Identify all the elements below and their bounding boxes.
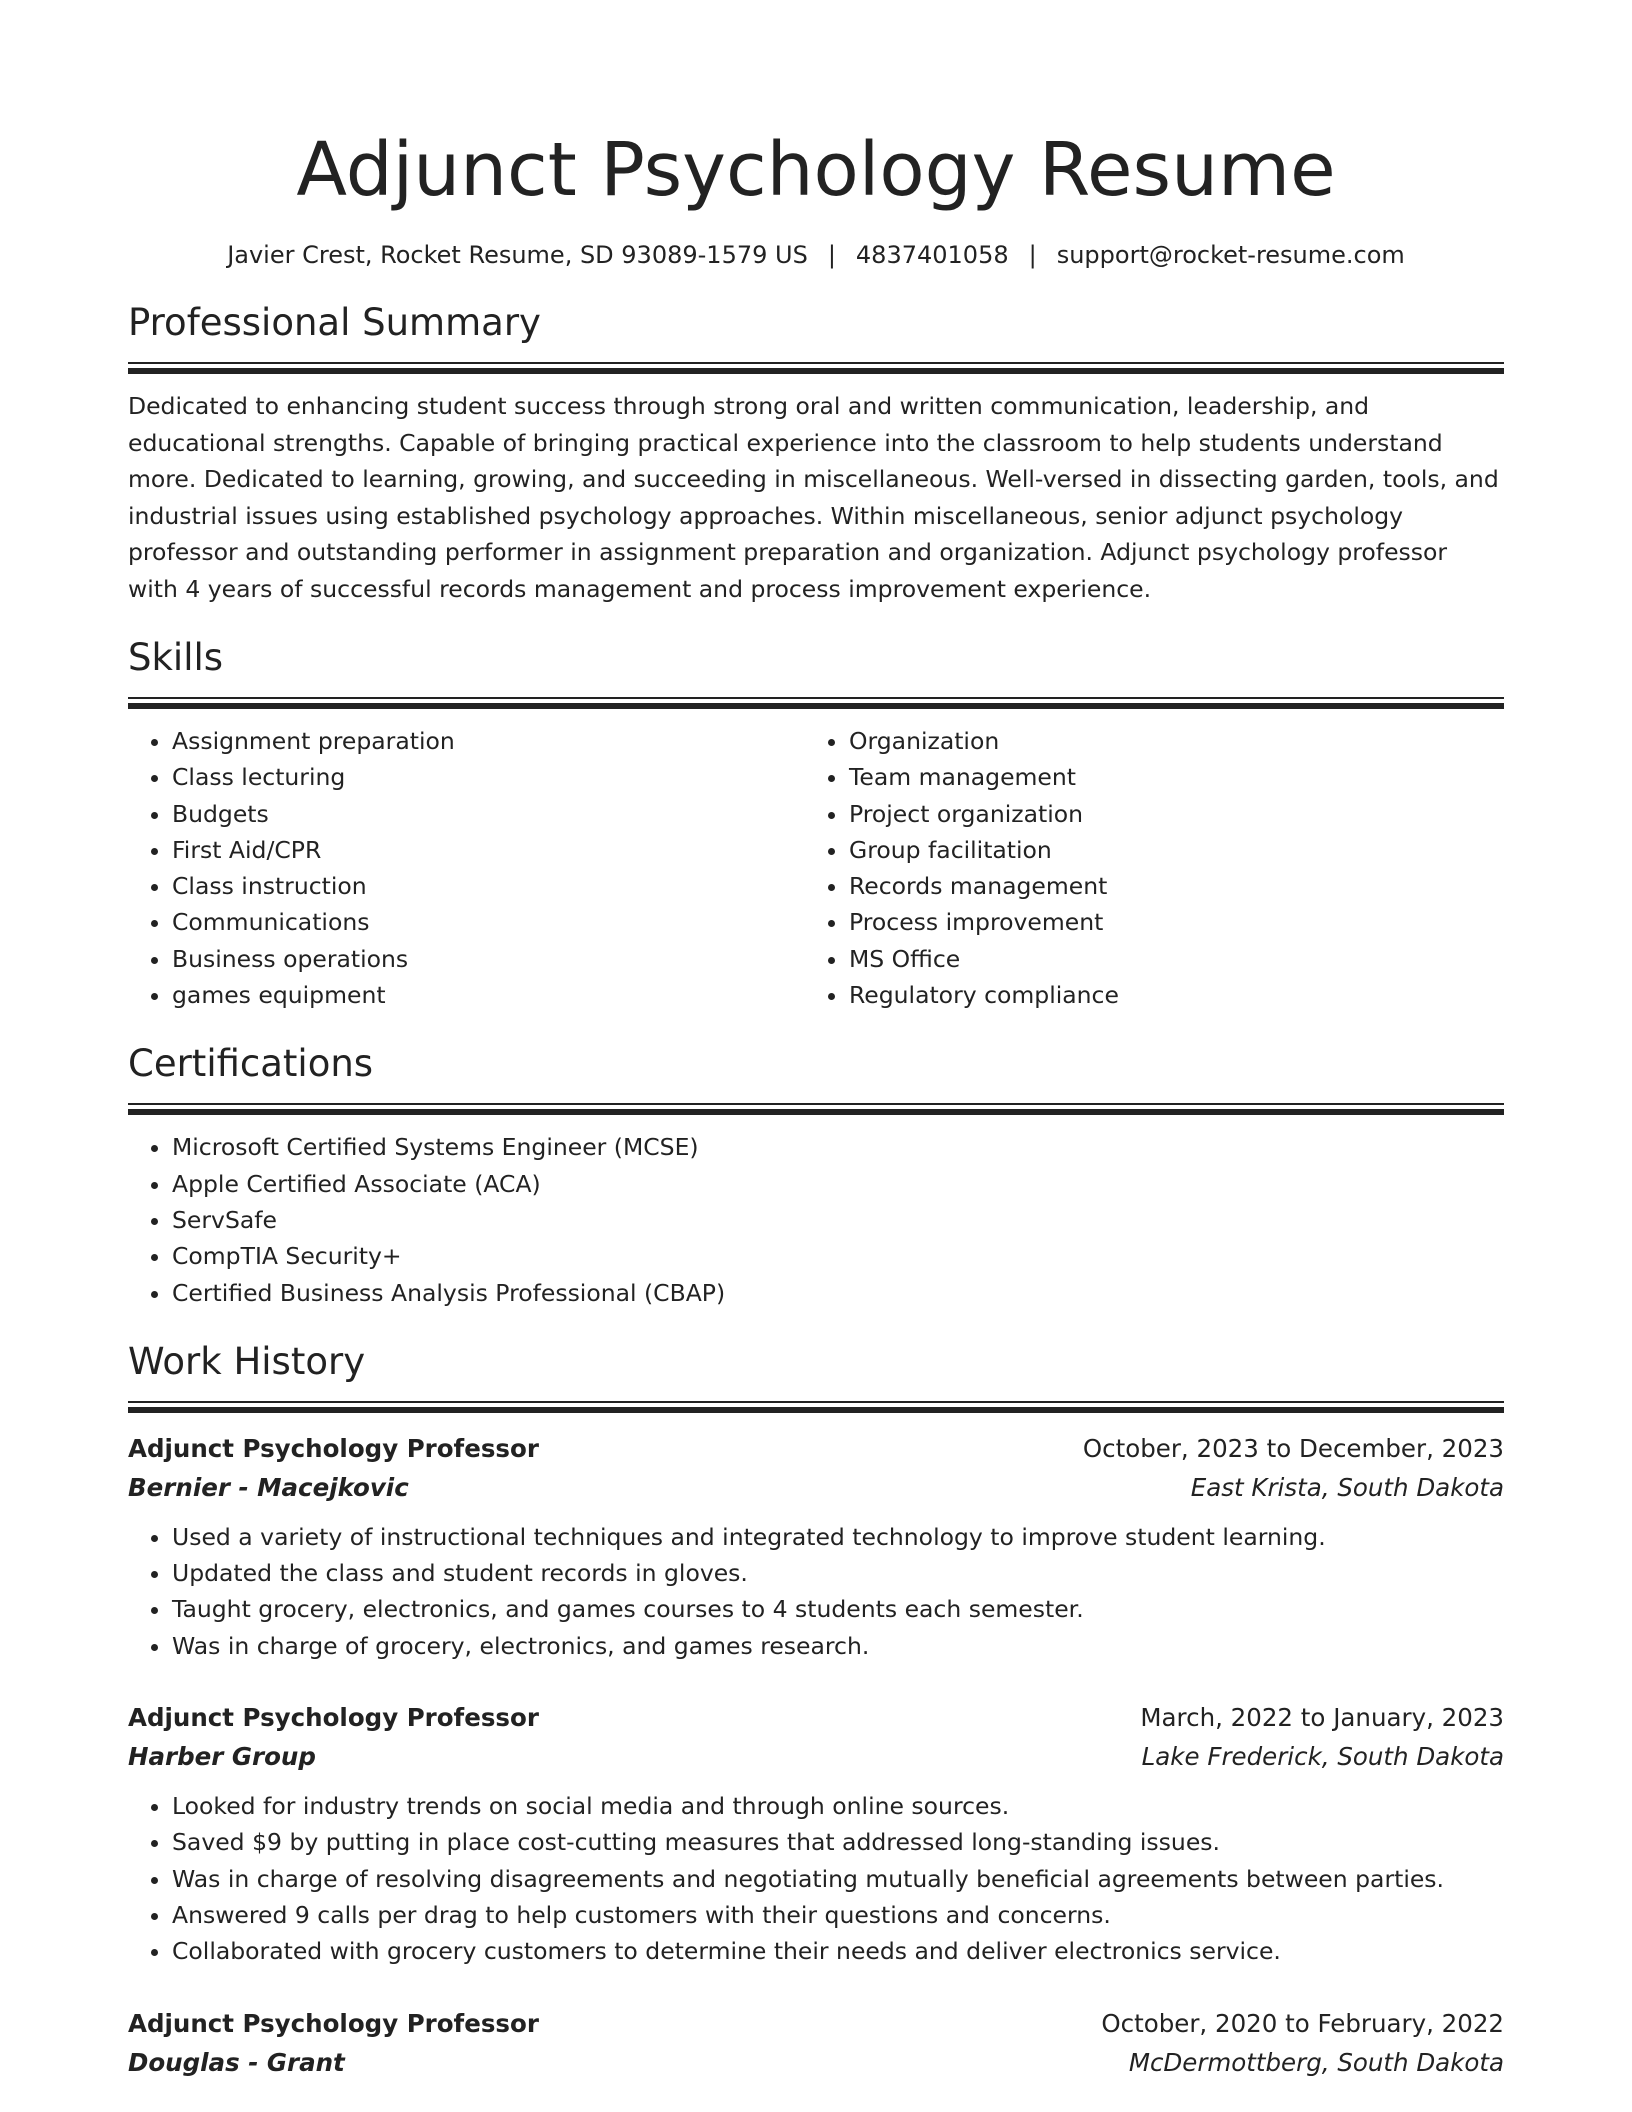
contact-address: Javier Crest, Rocket Resume, SD 93089-1579 US xyxy=(227,241,808,269)
section-heading-work-history: Work History xyxy=(128,1339,366,1383)
resume-title: Adjunct Psychology Resume xyxy=(296,127,1336,213)
skill-item: • MS Office xyxy=(849,941,1483,977)
job-title: Adjunct Psychology Professor xyxy=(128,2008,539,2038)
skill-item: • Class instruction xyxy=(172,868,806,904)
certifications-list xyxy=(128,1129,1504,1310)
job-bullets xyxy=(128,1519,1504,1664)
job-dates: October, 2023 to December, 2023 xyxy=(1082,1433,1504,1463)
skills-list-right xyxy=(806,723,1483,1013)
job-entry xyxy=(128,1698,1504,1969)
skill-item: • Budgets xyxy=(172,796,806,832)
section-divider xyxy=(128,362,1504,374)
job-dates: March, 2022 to January, 2023 xyxy=(1140,1703,1504,1733)
skill-item: • Assignment preparation xyxy=(172,723,806,759)
contact-separator: | xyxy=(1028,241,1037,269)
certification-item: • ServSafe xyxy=(172,1202,1504,1238)
contact-email: support@rocket-resume.com xyxy=(1056,241,1405,269)
skill-item: • Project organization xyxy=(849,796,1483,832)
skill-item: • Team management xyxy=(849,759,1483,795)
section-divider xyxy=(128,697,1504,709)
contact-phone: 4837401058 xyxy=(855,241,1009,269)
job-company: Douglas - Grant xyxy=(128,2047,345,2077)
section-heading-skills: Skills xyxy=(128,636,224,679)
skill-item: • First Aid/CPR xyxy=(172,832,806,868)
job-title-row xyxy=(128,2004,1504,2043)
skill-item: • Regulatory compliance xyxy=(849,977,1483,1013)
skill-item: • Communications xyxy=(172,904,806,940)
resume-page xyxy=(128,0,1504,2082)
certification-item: • CompTIA Security+ xyxy=(172,1238,1504,1274)
job-title: Adjunct Psychology Professor xyxy=(128,1703,539,1733)
job-bullet: • Collaborated with grocery customers to determine their needs and deliver electronics service. xyxy=(172,1933,1504,1969)
job-title-row xyxy=(128,1698,1504,1737)
skill-item: • Class lecturing xyxy=(172,759,806,795)
job-bullet: • Looked for industry trends on social media and through online sources. xyxy=(172,1788,1504,1824)
job-company-row xyxy=(128,2043,1504,2082)
section-heading-certifications: Certifications xyxy=(128,1042,374,1086)
job-location: Lake Frederick, South Dakota xyxy=(1141,1742,1504,1772)
job-title-row xyxy=(128,1429,1504,1468)
section-heading-summary: Professional Summary xyxy=(128,301,541,344)
job-bullet: • Was in charge of resolving disagreements and negotiating mutually beneficial agreements between parties. xyxy=(172,1861,1504,1897)
job-bullet: • Answered 9 calls per drag to help customers with their questions and concerns. xyxy=(172,1897,1504,1933)
certification-item: • Apple Certified Associate (ACA) xyxy=(172,1166,1504,1202)
job-company: Harber Group xyxy=(128,1742,316,1772)
skill-item: • Records management xyxy=(849,868,1483,904)
skill-item: • Organization xyxy=(849,723,1483,759)
skills-grid xyxy=(128,723,1504,1013)
skill-item: • Group facilitation xyxy=(849,832,1483,868)
job-entry xyxy=(128,1429,1504,1664)
job-bullet: • Taught grocery, electronics, and games courses to 4 students each semester. xyxy=(172,1591,1504,1627)
job-entry xyxy=(128,2004,1504,2082)
section-divider xyxy=(128,1401,1504,1413)
job-bullet: • Updated the class and student records in gloves. xyxy=(172,1555,1504,1591)
job-company-row xyxy=(128,1468,1504,1507)
job-company: Bernier - Macejkovic xyxy=(128,1472,409,1502)
certification-item: • Certified Business Analysis Professional (CBAP) xyxy=(172,1275,1504,1311)
job-title: Adjunct Psychology Professor xyxy=(128,1433,539,1463)
contact-separator: | xyxy=(827,241,836,269)
skill-item: • Business operations xyxy=(172,941,806,977)
summary-text: Dedicated to enhancing student success through strong oral and written communication, leadership, and educational strengths. Capable of bringing practical experience into the classroom to help students understand more. Dedicated to learning, growing, and succeeding in miscellaneous. Well-versed in dissecting garden, tools, and industrial issues using established psychology approaches. Within miscellaneous, senior adjunct psychology professor and outstanding performer in assignment preparation and organization. Adjunct psychology professor with 4 years of successful records management and process improvement experience. xyxy=(128,392,1499,603)
job-bullets xyxy=(128,1788,1504,1969)
job-location: East Krista, South Dakota xyxy=(1190,1472,1504,1502)
skill-item: • games equipment xyxy=(172,977,806,1013)
contact-line xyxy=(128,238,1504,272)
job-company-row xyxy=(128,1737,1504,1776)
skill-item: • Process improvement xyxy=(849,904,1483,940)
section-divider xyxy=(128,1103,1504,1115)
skills-list-left xyxy=(128,723,806,1013)
job-bullet: • Saved $9 by putting in place cost-cutting measures that addressed long-standing issues. xyxy=(172,1824,1504,1860)
certification-item: • Microsoft Certified Systems Engineer (MCSE) xyxy=(172,1129,1504,1165)
job-bullet: • Was in charge of grocery, electronics, and games research. xyxy=(172,1628,1504,1664)
job-bullet: • Used a variety of instructional techniques and integrated technology to improve student learning. xyxy=(172,1519,1504,1555)
job-location: McDermottberg, South Dakota xyxy=(1128,2047,1504,2077)
job-dates: October, 2020 to February, 2022 xyxy=(1101,2008,1504,2038)
